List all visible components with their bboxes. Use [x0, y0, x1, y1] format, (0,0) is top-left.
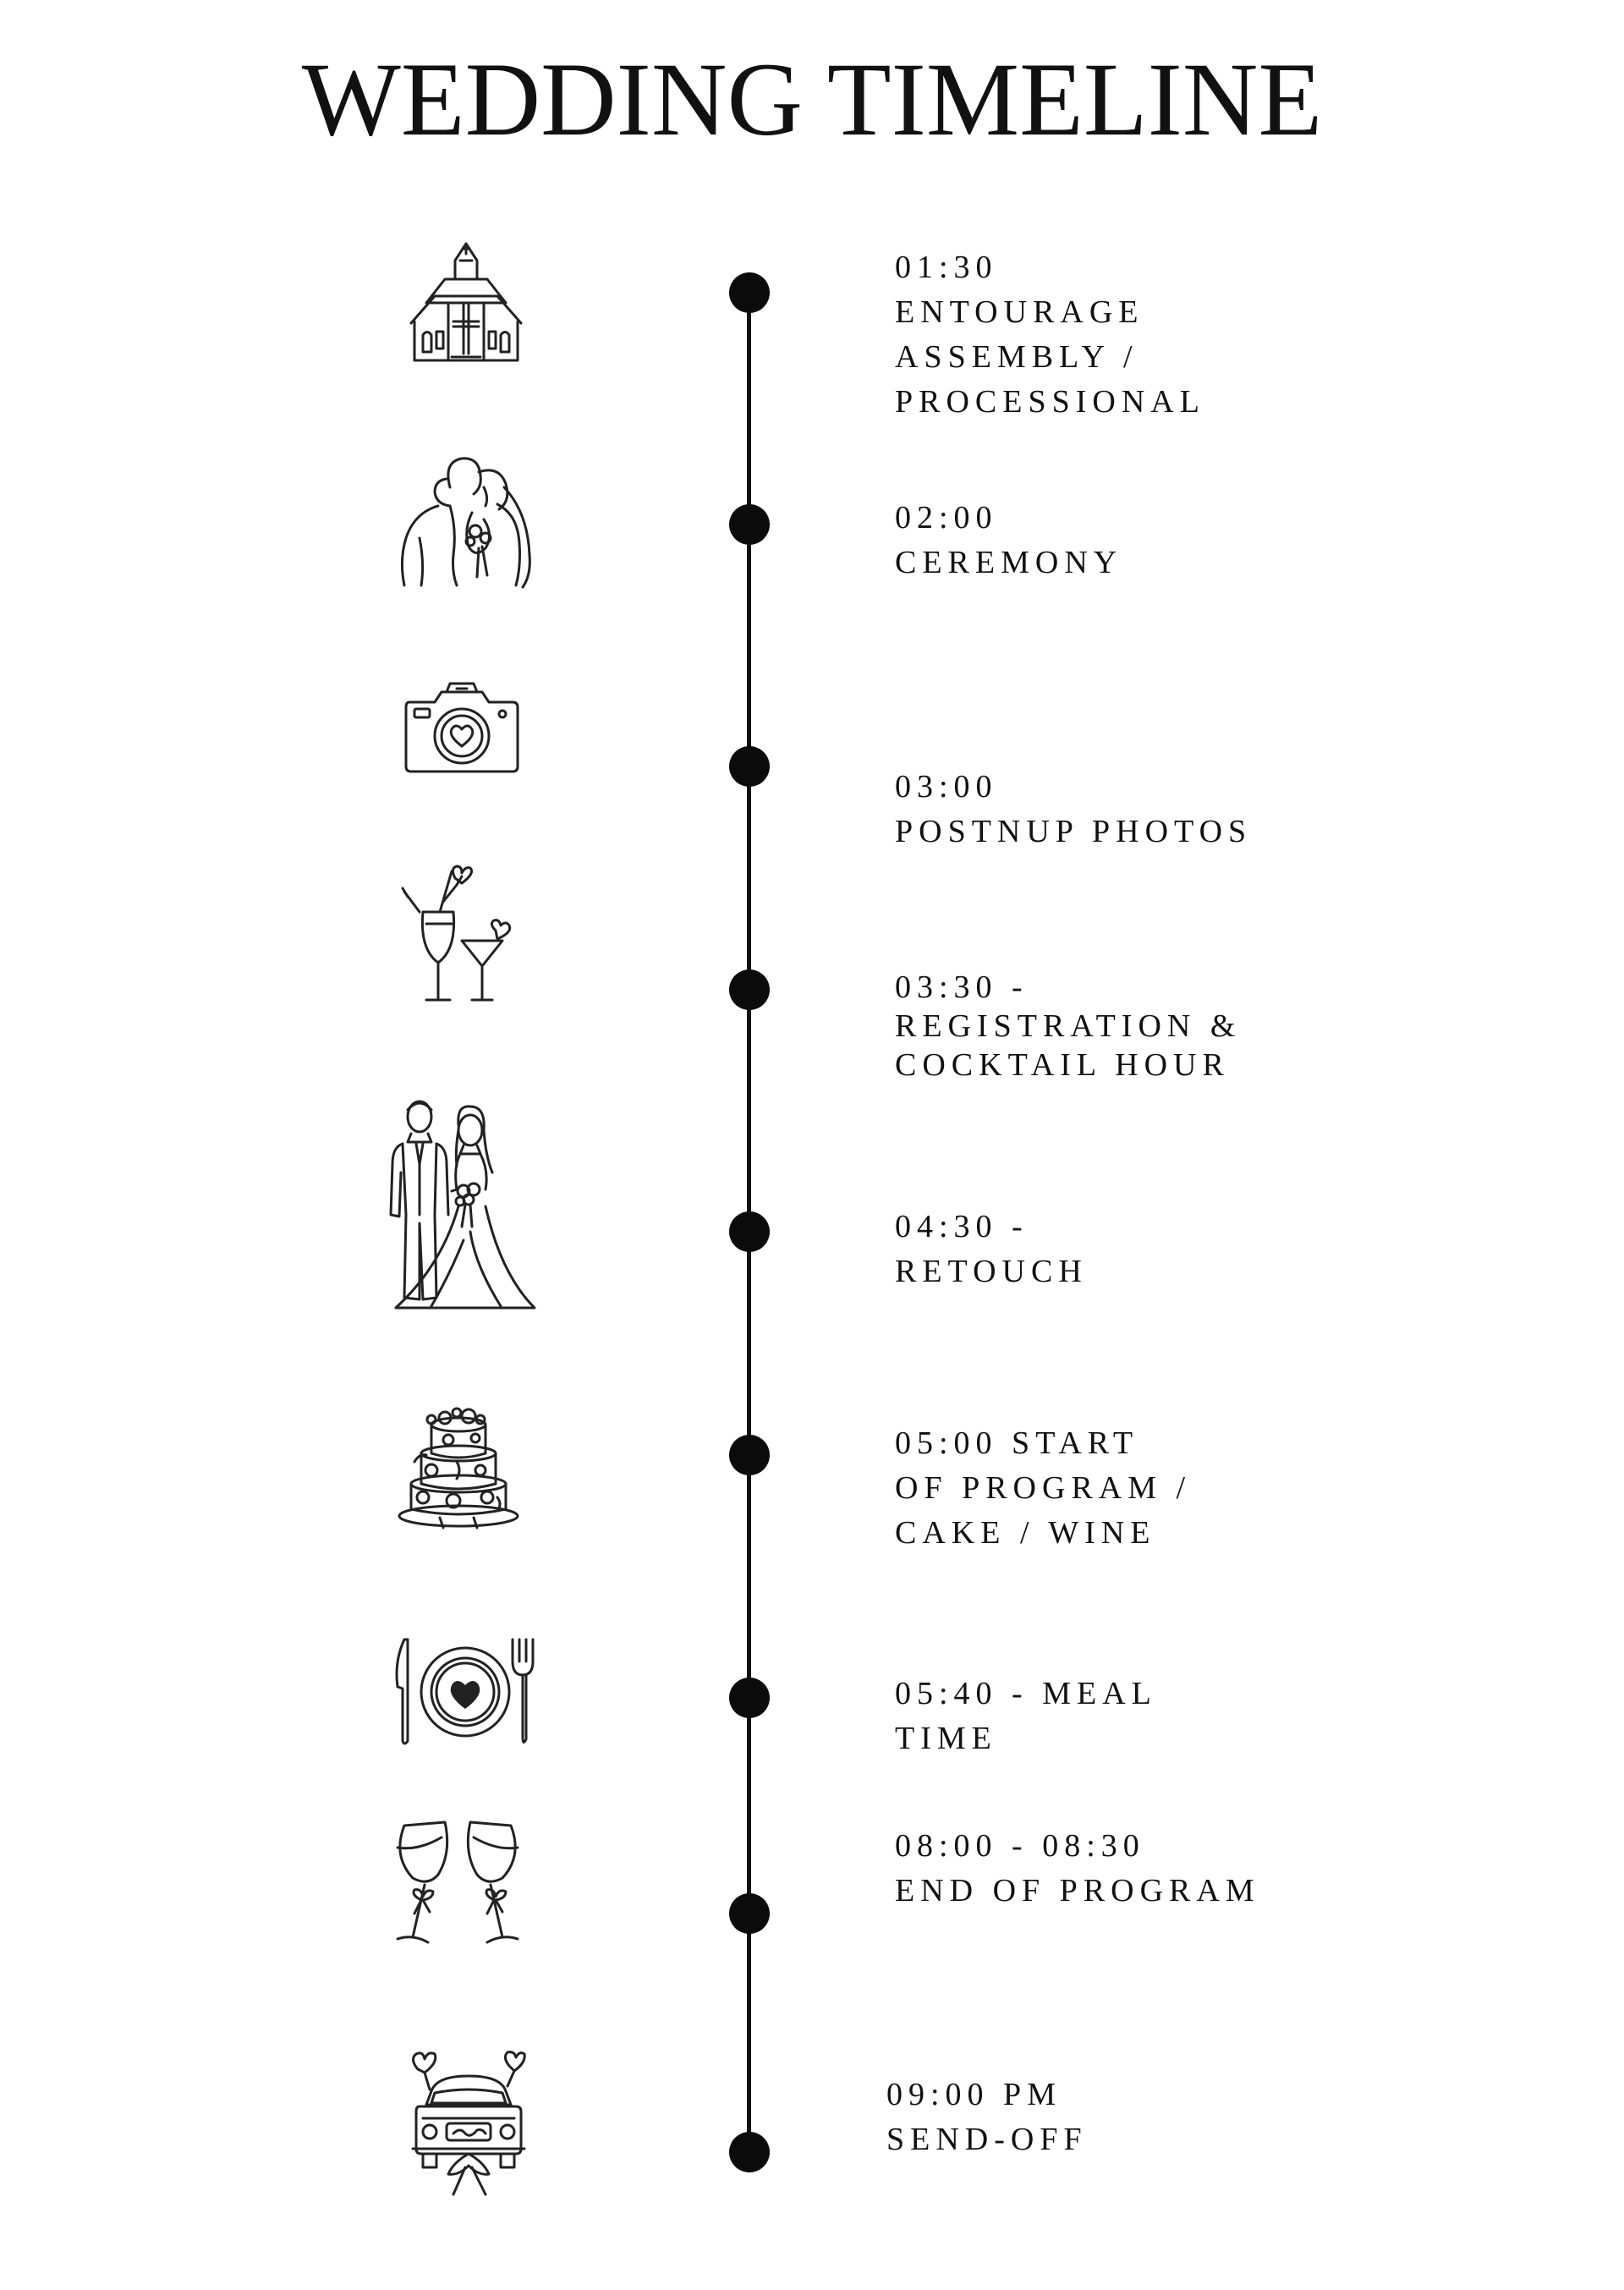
- event-6-line: 05:00 START: [895, 1425, 1139, 1461]
- event-5-line: 04:30 -: [895, 1209, 1029, 1244]
- wine-toast-icon: [389, 1819, 526, 1947]
- event-9-line: SEND-OFF: [886, 2122, 1088, 2157]
- event-7-line: TIME: [895, 1721, 997, 1756]
- timeline-dot: [729, 1893, 770, 1934]
- wedding-cake-icon: [398, 1403, 519, 1529]
- timeline-dot: [729, 746, 770, 787]
- event-7-line: 05:40 - MEAL: [895, 1676, 1157, 1711]
- event-3-line: POSTNUP PHOTOS: [895, 814, 1253, 849]
- timeline-dot: [729, 1678, 770, 1718]
- event-7-text: [895, 1672, 1267, 1761]
- event-4-line: 03:30 -: [895, 969, 1029, 1005]
- event-6-line: CAKE / WINE: [895, 1515, 1156, 1551]
- event-1-line: ENTOURAGE: [895, 294, 1144, 330]
- event-2-line: CEREMONY: [895, 545, 1123, 580]
- event-3-line: 03:00: [895, 769, 998, 805]
- timeline-dot: [729, 1435, 770, 1475]
- event-5-line: RETOUCH: [895, 1254, 1088, 1289]
- cocktail-glasses-icon: [401, 865, 523, 1005]
- wedding-car-icon: [406, 2047, 531, 2198]
- event-3-text: [895, 765, 1267, 854]
- timeline-dot: [729, 504, 770, 545]
- event-1-line: 01:30: [895, 250, 998, 285]
- event-2-text: [895, 496, 1267, 585]
- event-6-line: OF PROGRAM /: [895, 1470, 1192, 1506]
- camera-heart-icon: [403, 680, 521, 775]
- event-2-line: 02:00: [895, 500, 998, 535]
- event-8-line: 08:00 - 08:30: [895, 1828, 1145, 1864]
- church-icon: [404, 242, 528, 362]
- timeline-dot: [729, 1211, 770, 1252]
- event-8-line: END OF PROGRAM: [895, 1873, 1260, 1908]
- event-9-line: 09:00 PM: [886, 2077, 1062, 2112]
- event-1-line: PROCESSIONAL: [895, 384, 1205, 420]
- event-4-text: [895, 968, 1267, 1085]
- event-1-text: [895, 245, 1267, 425]
- couple-embrace-icon: [391, 453, 536, 589]
- plate-cutlery-icon: [392, 1636, 540, 1748]
- event-4-line: COCKTAIL HOUR: [895, 1047, 1230, 1083]
- event-8-text: [895, 1824, 1267, 1914]
- timeline-dot: [729, 969, 770, 1010]
- page-title: WEDDING TIMELINE: [301, 41, 1323, 157]
- event-1-line: ASSEMBLY /: [895, 339, 1138, 375]
- bride-groom-icon: [382, 1096, 538, 1311]
- event-4-line: REGISTRATION &: [895, 1008, 1242, 1044]
- timeline-dot: [729, 2132, 770, 2172]
- event-6-text: [895, 1421, 1267, 1556]
- event-5-text: [895, 1205, 1267, 1294]
- event-9-text: [886, 2073, 1259, 2162]
- timeline-dot: [729, 272, 770, 313]
